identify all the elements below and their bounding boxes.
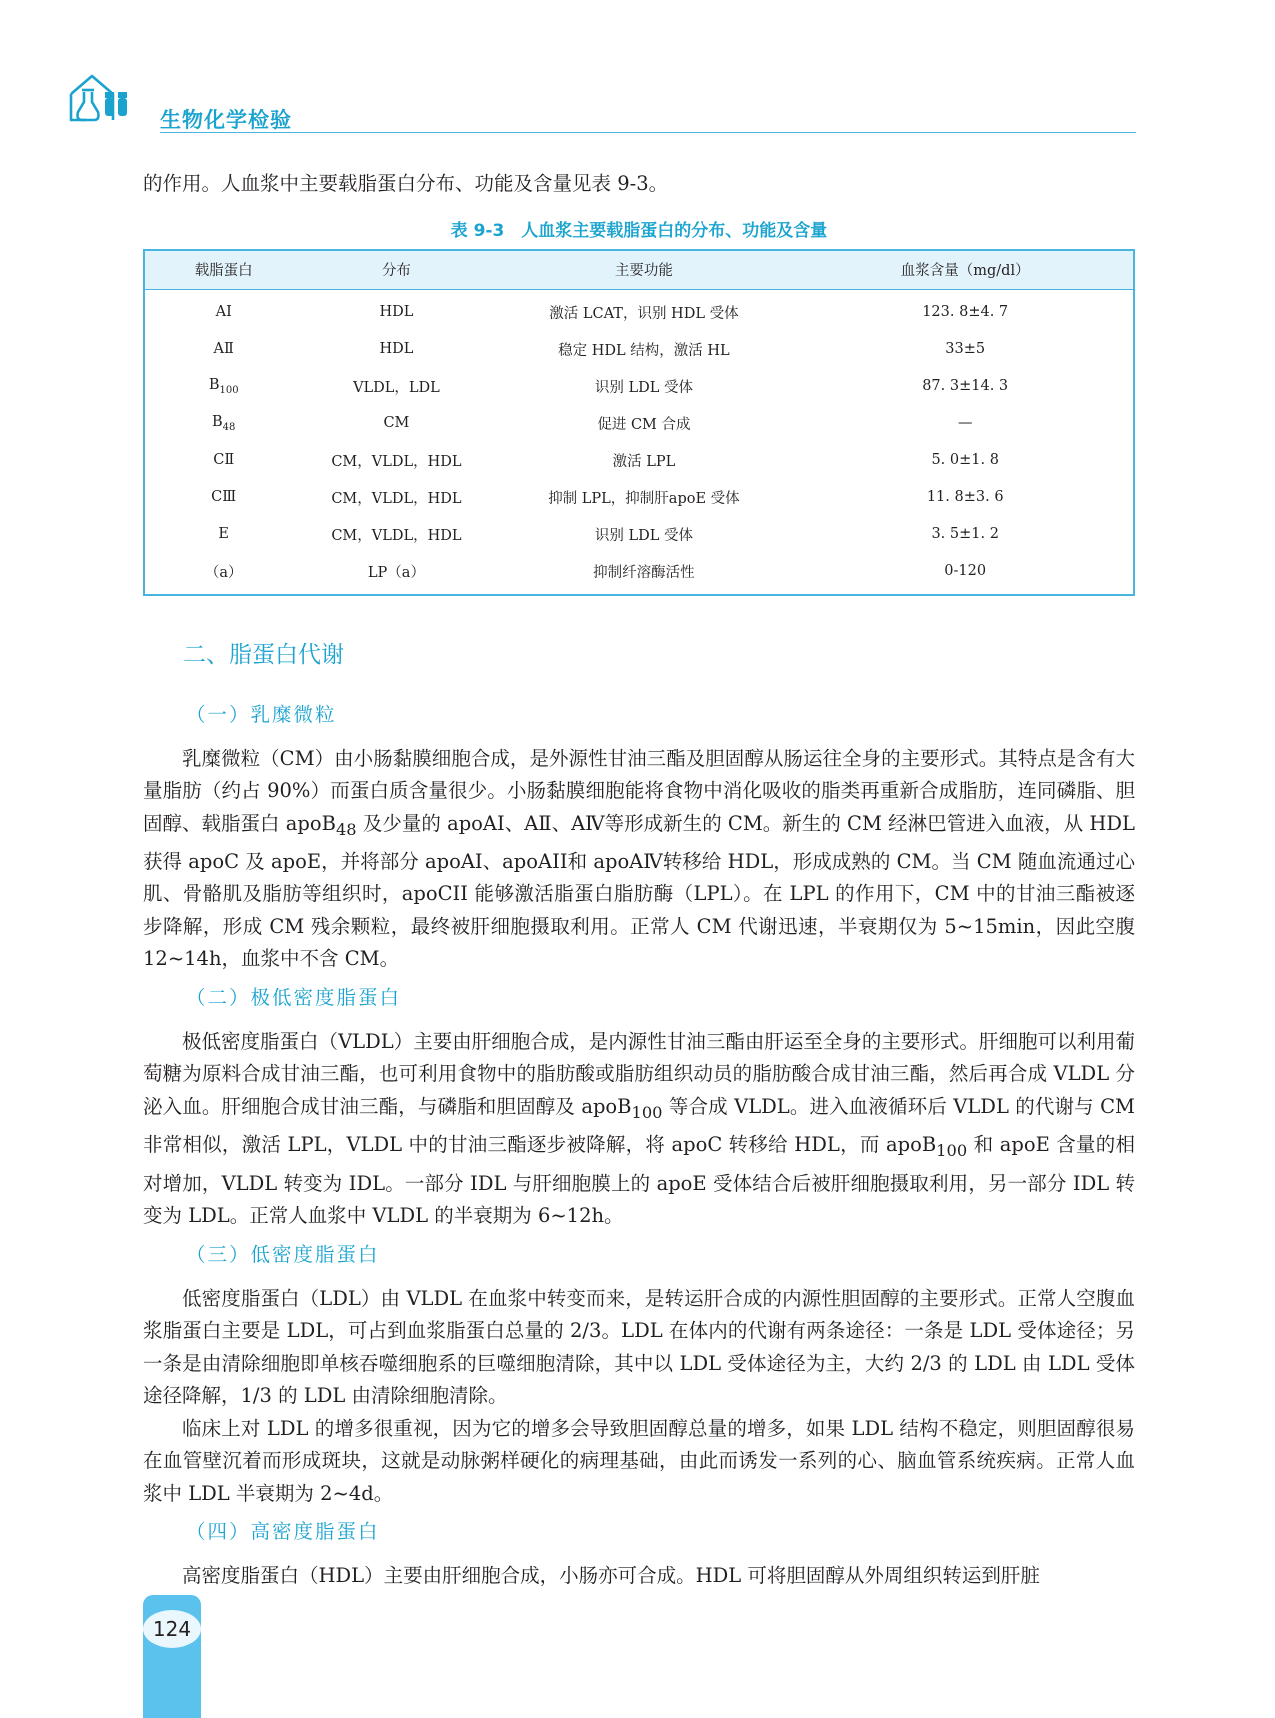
apo-name: B	[208, 376, 220, 393]
cell-distribution: HDL	[379, 304, 414, 320]
cell-distribution: CM，VLDL，HDL	[331, 490, 462, 507]
cell-function: 识别 LDL 受体	[594, 527, 693, 544]
table-header-row	[144, 250, 1134, 290]
subheading-chylomicron: （一）乳糜微粒	[186, 702, 337, 726]
paragraph-ldl-1: 低密度脂蛋白（LDL）由 VLDL 在血浆中转变而来，是转运肝合成的内源性胆固醇的主要形式。正常人空腹血浆脂蛋白主要是 LDL，可占到血浆脂蛋白总量的 2/3。LDL 在体内的代谢有两条途径：一条是 LDL 受体途径；另一条是由清除细胞即单核吞噬细胞系的巨噬细胞清除，其中以 LDL 受体途径为主，大约 2/3 的 LDL 由 LDL 受体途径降解，1/3 的 LDL 由清除细胞清除。	[143, 1286, 1135, 1408]
page-number: 124	[143, 1610, 201, 1648]
section-title: 二、脂蛋白代谢	[183, 641, 344, 668]
subheading-ldl: （三）低密度脂蛋白	[186, 1242, 380, 1266]
cell-distribution: HDL	[379, 341, 414, 357]
col-header-function: 主要功能	[490, 250, 797, 290]
header-rule	[160, 132, 1136, 133]
col-header-distribution: 分布	[302, 250, 490, 290]
paragraph-ldl-2: 临床上对 LDL 的增多很重视，因为它的增多会导致胆固醇总量的增多，如果 LDL 结构不稳定，则胆固醇很易在血管壁沉着而形成斑块，这就是动脉粥样硬化的病理基础，由此而诱发一系列的心、脑血管系统疾病。正常人血浆中 LDL 半衰期为 2~4d。	[143, 1416, 1135, 1505]
cell-plasma-content: 87. 3±14. 3	[922, 378, 1009, 394]
cell-function: 激活 LCAT，识别 HDL 受体	[549, 305, 739, 322]
text-span: 极低密度脂蛋白（VLDL）主要由肝细胞合成，是内源性甘油三酯由肝运至全身的主要形式。肝细胞可以利用葡萄糖为原料合成甘油三酯，也可利用食物中的脂肪酸或脂肪组织动员的脂肪酸合成甘油三酯，然后再合成 VLDL 分泌入血。肝细胞合成甘油三酯，与磷脂和胆固醇及 apoB	[143, 1029, 1135, 1118]
cell-apolipoprotein	[144, 289, 302, 331]
table-row	[144, 442, 1134, 479]
table-row	[144, 516, 1134, 553]
cell-plasma-content: 5. 0±1. 8	[931, 452, 999, 468]
paragraph-vldl	[143, 1026, 1135, 1233]
table-row	[144, 405, 1134, 442]
apo-name: （a）	[204, 564, 243, 581]
cell-function: 抑制 LPL，抑制肝apoE 受体	[548, 490, 740, 507]
table-caption: 表 9-3 人血浆主要载脂蛋白的分布、功能及含量	[450, 220, 828, 241]
apolipoprotein-table	[143, 249, 1135, 596]
apo-name: B	[212, 413, 223, 430]
apo-name: CⅡ	[213, 452, 235, 468]
table-row	[144, 479, 1134, 516]
cell-apolipoprotein	[144, 368, 302, 405]
table-row	[144, 553, 1134, 595]
cell-plasma-content: 0-120	[944, 563, 987, 579]
cell-plasma-content: 123. 8±4. 7	[922, 304, 1009, 320]
cell-distribution: CM，VLDL，HDL	[331, 453, 462, 470]
cell-function: 抑制纤溶酶活性	[593, 564, 695, 581]
cell-plasma-content: 11. 8±3. 6	[926, 489, 1004, 505]
table-row	[144, 289, 1134, 331]
text-span: 乳糜微粒（CM）由小肠黏膜细胞合成，是外源性甘油三酯及胆固醇从肠运往全身的主要形式。其特点是含有大量脂肪（约占 90%）而蛋白质含量很少。小肠黏膜细胞能将食物中消化吸收的脂类再重新合成脂肪，连同磷脂、胆固醇、载脂蛋白 apoB	[143, 746, 1135, 835]
apo-name: AⅡ	[213, 341, 234, 357]
cell-distribution: LP（a）	[367, 564, 425, 581]
text-span: 和 apoE 含量的相对增加，VLDL 转变为 IDL。一部分 IDL 与肝细胞膜上的 apoE 受体结合后被肝细胞摄取利用，另一部分 IDL 转变为 LDL。正常人血浆中 VLDL 的半衰期为 6~12h。	[143, 1133, 1135, 1228]
cell-distribution: VLDL，LDL	[353, 379, 440, 396]
table-body	[144, 289, 1134, 595]
cell-apolipoprotein	[144, 405, 302, 442]
text-span: 及少量的 apoAⅠ、AⅡ、AⅣ等形成新生的 CM。新生的 CM 经淋巴管进入血液，从 HDL 获得 apoC 及 apoE，并将部分 apoAⅠ、apoAⅠⅠ和 apoAⅣ转移给 HDL，形成成熟的 CM。当 CM 随血流通过心肌、骨骼肌及脂肪等组织时，apoCII 能够激活脂蛋白脂肪酶（LPL）。在 LPL 的作用下，CM 中的甘油三酯被逐步降解，形成 CM 残余颗粒，最终被肝细胞摄取利用。正常人 CM 代谢迅速，半衰期仅为 5~15min，因此空腹 12~14h，血浆中不含 CM。	[143, 811, 1135, 971]
page-content	[143, 168, 1135, 1593]
table-row	[144, 331, 1134, 368]
apo-subscript: 48	[222, 421, 236, 433]
cell-distribution: CM，VLDL，HDL	[331, 527, 462, 544]
cell-plasma-content: 33±5	[945, 341, 986, 357]
cell-apolipoprotein	[144, 553, 302, 595]
cell-function: 激活 LPL	[612, 453, 676, 470]
cell-apolipoprotein	[144, 331, 302, 368]
col-header-plasma-content: 血浆含量（mg/dl）	[797, 250, 1134, 290]
subscript: 100	[631, 1102, 663, 1122]
apo-name: E	[218, 526, 229, 542]
subscript: 48	[335, 819, 357, 839]
apo-name: CⅢ	[211, 489, 237, 505]
lab-flask-logo-icon	[68, 68, 158, 134]
cell-function: 稳定 HDL 结构，激活 HL	[558, 342, 730, 359]
paragraph-hdl: 高密度脂蛋白（HDL）主要由肝细胞合成，小肠亦可合成。HDL 可将胆固醇从外周组织转运到肝脏	[182, 1564, 1040, 1588]
table-row	[144, 368, 1134, 405]
cell-function: 促进 CM 合成	[597, 416, 691, 433]
subscript: 100	[936, 1141, 968, 1161]
cell-apolipoprotein	[144, 516, 302, 553]
apo-name: AⅠ	[215, 304, 232, 320]
col-header-apolipoprotein: 载脂蛋白	[144, 250, 302, 290]
cell-apolipoprotein	[144, 442, 302, 479]
running-header	[68, 68, 1136, 134]
cell-distribution: CM	[383, 415, 410, 431]
subheading-hdl: （四）高密度脂蛋白	[186, 1520, 380, 1544]
subheading-vldl: （二）极低密度脂蛋白	[186, 985, 402, 1009]
cell-apolipoprotein	[144, 479, 302, 516]
text-span: 等合成 VLDL。进入血液循环后 VLDL 的代谢与 CM 非常相似，激活 LPL，VLDL 中的甘油三酯逐步被降解，将 apoC 转移给 HDL，而 apoB	[143, 1094, 1135, 1157]
intro-paragraph: 的作用。人血浆中主要载脂蛋白分布、功能及含量见表 9-3。	[143, 172, 669, 195]
apo-subscript: 100	[219, 384, 239, 396]
cell-plasma-content: —	[957, 415, 973, 431]
cell-plasma-content: 3. 5±1. 2	[931, 526, 999, 542]
cell-function: 识别 LDL 受体	[594, 379, 693, 396]
paragraph-chylomicron	[143, 743, 1135, 976]
book-title: 生物化学检验	[160, 108, 292, 132]
